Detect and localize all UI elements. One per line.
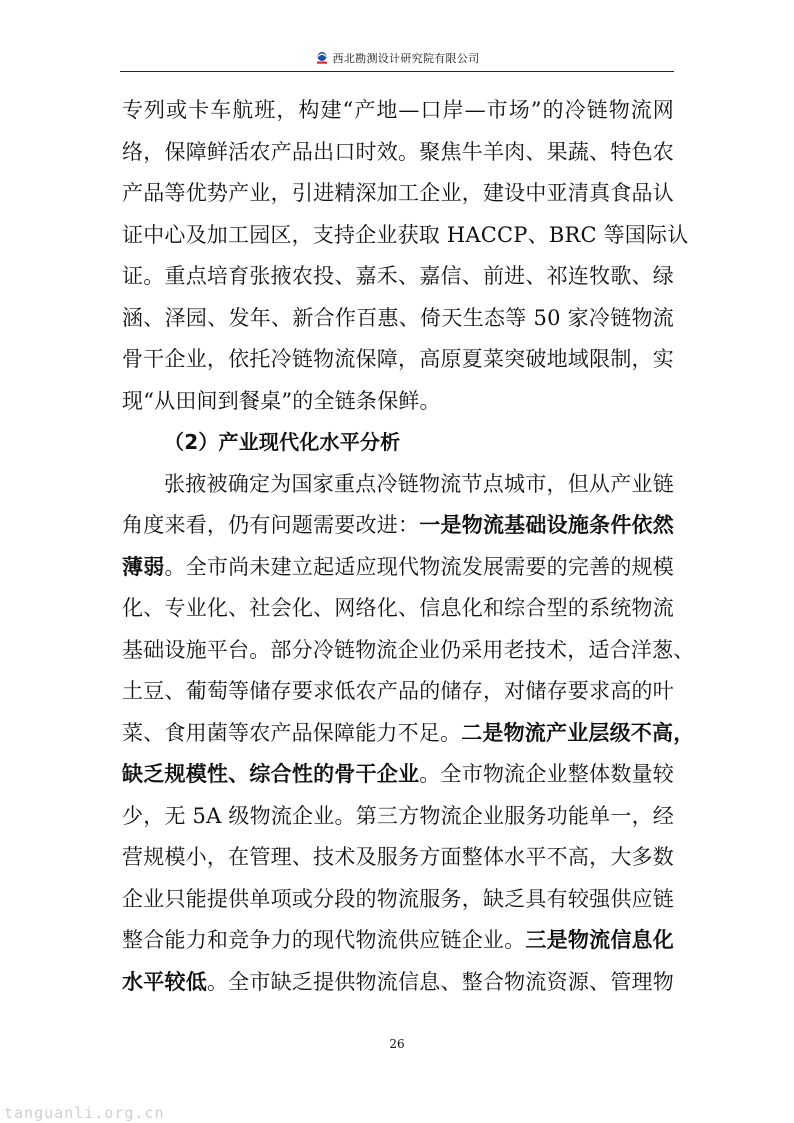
company-name: 西北勘测设计研究院有限公司 (332, 52, 480, 65)
text-span: 。全市缺乏提供物流信息、整合物流资源、管理物 (206, 969, 674, 994)
text-span: 角度来看，仍有问题需要改进： (122, 513, 420, 537)
bold-text: 三是物流信息化 (525, 928, 674, 952)
text-line (122, 962, 674, 1004)
text-line: 证中心及加工园区，支持企业获取 HACCP、BRC 等国际认 (122, 222, 689, 247)
bold-text: 水平较低 (122, 969, 207, 994)
text-line: 证。重点培育张掖农投、嘉禾、嘉信、前进、祁连牧歌、绿 (122, 264, 674, 288)
section-heading: （2）产业现代化水平分析 (164, 430, 401, 454)
text-line: 土豆、葡萄等储存要求低农产品的储存，对储存要求高的叶 (122, 679, 674, 703)
text-line (122, 547, 674, 589)
text-span: 。全市尚未建立起适应现代物流发展需要的完善的规模 (164, 554, 674, 579)
text-line (122, 754, 674, 796)
text-line (122, 505, 674, 547)
text-line: 化、专业化、社会化、网络化、信息化和综合型的系统物流 (122, 596, 674, 620)
text-span: 菜、食用菌等农产品保障能力不足。 (122, 720, 462, 745)
text-line: 营规模小，在管理、技术及服务方面整体水平不高，大多数 (122, 845, 674, 869)
bold-text: 缺乏规模性、综合性的骨干企业 (122, 762, 420, 786)
company-logo-icon (315, 51, 329, 65)
text-line: 涵、泽园、发年、新合作百惠、倚天生态等 50 家冷链物流 (122, 305, 674, 330)
watermark-text: tanguanli.org.cn (4, 1104, 165, 1122)
text-line: 产品等优势产业，引进精深加工企业，建设中亚清真食品认 (122, 181, 674, 205)
text-line: 专列或卡车航班，构建“产地—口岸—市场”的冷链物流网 (122, 98, 674, 122)
text-line: 现“从田间到餐桌”的全链条保鲜。 (122, 388, 441, 413)
text-span: 整合能力和竞争力的现代物流供应链企业。 (122, 928, 526, 952)
text-span: 。全市物流企业整体数量较 (419, 762, 674, 786)
text-line: 企业只能提供单项或分段的物流服务，缺乏具有较强供应链 (122, 886, 674, 911)
text-line (122, 920, 674, 962)
header-content (315, 50, 480, 66)
bold-text: 一是物流基础设施条件依然 (419, 513, 674, 537)
page-number: 26 (389, 1037, 405, 1051)
page-header (120, 46, 674, 72)
document-body (122, 90, 695, 1003)
bold-text: 二是物流产业层级不高， (461, 720, 695, 745)
text-line: 张掖被确定为国家重点冷链物流节点城市，但从产业链 (164, 471, 674, 496)
text-line: 络，保障鲜活农产品出口时效。聚焦牛羊肉、果蔬、特色农 (122, 139, 674, 164)
bold-text: 薄弱 (122, 554, 165, 579)
text-line: 基础设施平台。部分冷链物流企业仍采用老技术，适合洋葱、 (122, 637, 695, 662)
text-line (122, 713, 695, 755)
text-line: 骨干企业，依托冷链物流保障，高原夏菜突破地域限制，实 (122, 347, 674, 371)
text-line: 少，无 5A 级物流企业。第三方物流企业服务功能单一，经 (122, 803, 674, 828)
